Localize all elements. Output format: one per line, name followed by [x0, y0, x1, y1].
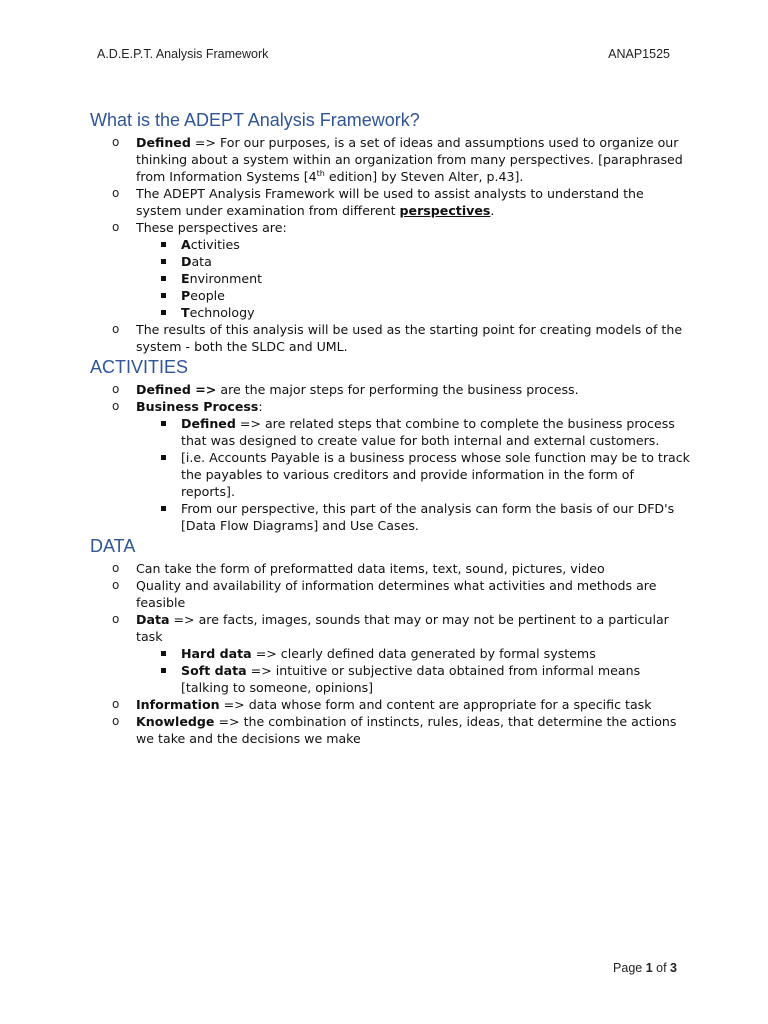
perspective-rest: nvironment — [189, 271, 263, 286]
perspective-initial: A — [181, 237, 191, 252]
perspective-environment — [136, 270, 690, 287]
defined-arrow: => — [190, 382, 217, 397]
perspectives-intro: These perspectives are: — [136, 220, 287, 235]
list-item-perspectives — [90, 219, 690, 321]
information-label: Information — [136, 697, 220, 712]
list-item-defined — [90, 134, 690, 185]
defined-text: For our purposes, is a set of ideas and assumptions used to organize our thinking about a system within an organization from many perspectives. — [136, 135, 679, 167]
list-item-data-defined — [90, 611, 690, 696]
page-total: 3 — [670, 961, 677, 975]
page-header — [97, 47, 670, 65]
list-item-assist — [90, 185, 690, 219]
list-item-information — [90, 696, 690, 713]
header-course-code: ANAP1525 — [608, 47, 670, 61]
data-list — [90, 560, 690, 747]
bp-label: Business Process — [136, 399, 259, 414]
knowledge-text: => the combination of instincts, rules, ideas, that determine the actions we take and the decisions we make — [136, 714, 677, 746]
list-item-activities-defined — [90, 381, 690, 398]
perspectives-list — [136, 236, 690, 321]
page-number: 1 — [645, 961, 653, 975]
section-heading-data: DATA — [90, 536, 136, 556]
bp-defined-text: => are related steps that combine to complete the business process that was designed to create value for both internal and external customers. — [181, 416, 675, 448]
knowledge-label: Knowledge — [136, 714, 215, 729]
adept-list — [90, 134, 690, 355]
perspective-activities — [136, 236, 690, 253]
list-item-data-quality — [90, 577, 690, 611]
document-body — [90, 108, 690, 747]
perspective-data — [136, 253, 690, 270]
bp-example-text: [i.e. Accounts Payable is a business process whose sole function may be to track the payables to various creditors and provide information in the form of reports]. — [181, 450, 690, 499]
business-process-list — [136, 415, 690, 534]
page-footer — [613, 961, 677, 975]
perspective-rest: eople — [190, 288, 225, 303]
bp-defined — [136, 415, 690, 449]
soft-data-item — [136, 662, 690, 696]
bp-colon: : — [258, 399, 263, 414]
perspective-rest: echnology — [189, 305, 255, 320]
perspective-initial: T — [181, 305, 190, 320]
list-item-data-forms — [90, 560, 690, 577]
bp-example — [136, 449, 690, 500]
list-item-business-process — [90, 398, 690, 534]
perspective-initial: D — [181, 254, 192, 269]
citation-pre: [paraphrased from Information Systems [4 — [136, 152, 683, 184]
data-types-list — [136, 645, 690, 696]
perspective-rest: ata — [191, 254, 212, 269]
defined-label: Defined — [136, 135, 191, 150]
hard-data-text: => clearly defined data generated by formal systems — [251, 646, 596, 661]
bp-perspective — [136, 500, 690, 534]
data-label: Data — [136, 612, 170, 627]
assist-text: The ADEPT Analysis Framework will be used to assist analysts to understand the system under examination from different — [136, 186, 644, 218]
soft-data-text: => intuitive or subjective data obtained from informal means [talking to someone, opinions] — [181, 663, 641, 695]
perspective-initial: P — [181, 288, 191, 303]
bp-defined-label: Defined — [181, 416, 236, 431]
data-forms-text: Can take the form of preformatted data items, text, sound, pictures, video — [136, 561, 605, 576]
soft-data-label: Soft data — [181, 663, 247, 678]
defined-label: Defined — [136, 382, 191, 397]
information-text: => data whose form and content are appropriate for a specific task — [219, 697, 652, 712]
list-item-knowledge — [90, 713, 690, 747]
bp-perspective-text: From our perspective, this part of the analysis can form the basis of our DFD's [Data Flow Diagrams] and Use Cases. — [181, 501, 675, 533]
section-heading-activities: ACTIVITIES — [90, 357, 189, 377]
page-word: Page — [613, 961, 646, 975]
hard-data-label: Hard data — [181, 646, 252, 661]
citation-sup: th — [316, 168, 325, 178]
perspective-people — [136, 287, 690, 304]
perspective-initial: E — [181, 271, 190, 286]
activities-list — [90, 381, 690, 534]
perspective-rest: ctivities — [190, 237, 240, 252]
hard-data-item — [136, 645, 690, 662]
citation-post: edition] by Steven Alter, p.43]. — [324, 169, 524, 184]
header-title: A.D.E.P.T. Analysis Framework — [97, 47, 269, 61]
perspectives-emphasis: perspectives — [399, 203, 491, 218]
defined-text: are the major steps for performing the business process. — [216, 382, 579, 397]
data-quality-text: Quality and availability of information determines what activities and methods are feasible — [136, 578, 657, 610]
results-text: The results of this analysis will be used as the starting point for creating models of the system - both the SLDC and UML. — [136, 322, 683, 354]
assist-end: . — [490, 203, 495, 218]
section-heading-adept: What is the ADEPT Analysis Framework? — [90, 110, 420, 130]
perspective-technology — [136, 304, 690, 321]
list-item-results — [90, 321, 690, 355]
data-text: => are facts, images, sounds that may or may not be pertinent to a particular task — [136, 612, 669, 644]
defined-arrow: => — [190, 135, 220, 150]
of-word: of — [652, 961, 671, 975]
